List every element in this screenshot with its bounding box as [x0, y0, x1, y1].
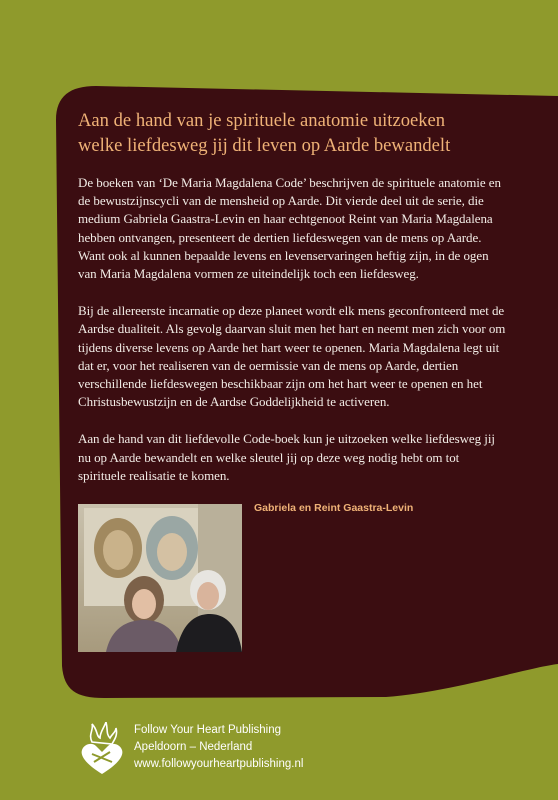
publisher-name: Follow Your Heart Publishing — [134, 724, 282, 736]
publisher-block — [78, 722, 303, 776]
back-cover-content — [78, 108, 508, 654]
paragraph-1: De boeken van ‘De Maria Magdalena Code’ beschrijven de spirituele anatomie en de bewustzijnscycli van de mensheid op Aarde. Dit vierde deel uit de serie, die medium Gabriela Gaastra-Levin en haar echtgenoot Reint van Maria Magdalena hebben ontvangen, presenteert de dertien liefdeswegen van de mens op Aarde. Want ook al kunnen bepaalde levens en levenservaringen heftig zijn, in de ogen van Maria Magdalena vormen ze uiteindelijk toch een liefdesweg. — [78, 175, 501, 282]
paragraph-3: Aan de hand van dit liefdevolle Code-boek kun je uitzoeken welke liefdesweg jij nu op Aarde bewandelt en welke sleutel jij op deze weg nodig hebt om tot spirituele realisatie te komen. — [78, 431, 495, 483]
author-section — [78, 504, 508, 654]
paragraph-2: Bij de allereerste incarnatie op deze planeet wordt elk mens geconfronteerd met de Aardse dualiteit. Als gevolg daarvan sluit men het hart en neemt men zich voor om tijdens diverse levens op Aarde het hart weer te openen. Maria Magdalena legt uit dat er, voor het realiseren van de oermissie van de mens op Aarde, dertien verschillende liefdeswegen beschikbaar zijn om het hart weer te openen en het Christusbewustzijn en de Aardse Goddelijkheid te activeren. — [78, 303, 506, 410]
author-name: Gabriela en Reint Gaastra-Levin — [254, 502, 414, 515]
publisher-info — [134, 722, 303, 774]
publisher-city: Apeldoorn – Nederland — [134, 741, 253, 754]
heart-flame-logo-icon — [78, 722, 126, 776]
headline-line-1: Aan de hand van je spirituele anatomie uitzoeken — [78, 110, 446, 131]
author-photo — [78, 504, 242, 652]
headline — [78, 108, 508, 158]
publisher-website[interactable]: www.followyourheartpublishing.nl — [134, 758, 304, 771]
headline-line-2: welke liefdesweg jij dit leven op Aarde bewandelt — [78, 135, 451, 156]
